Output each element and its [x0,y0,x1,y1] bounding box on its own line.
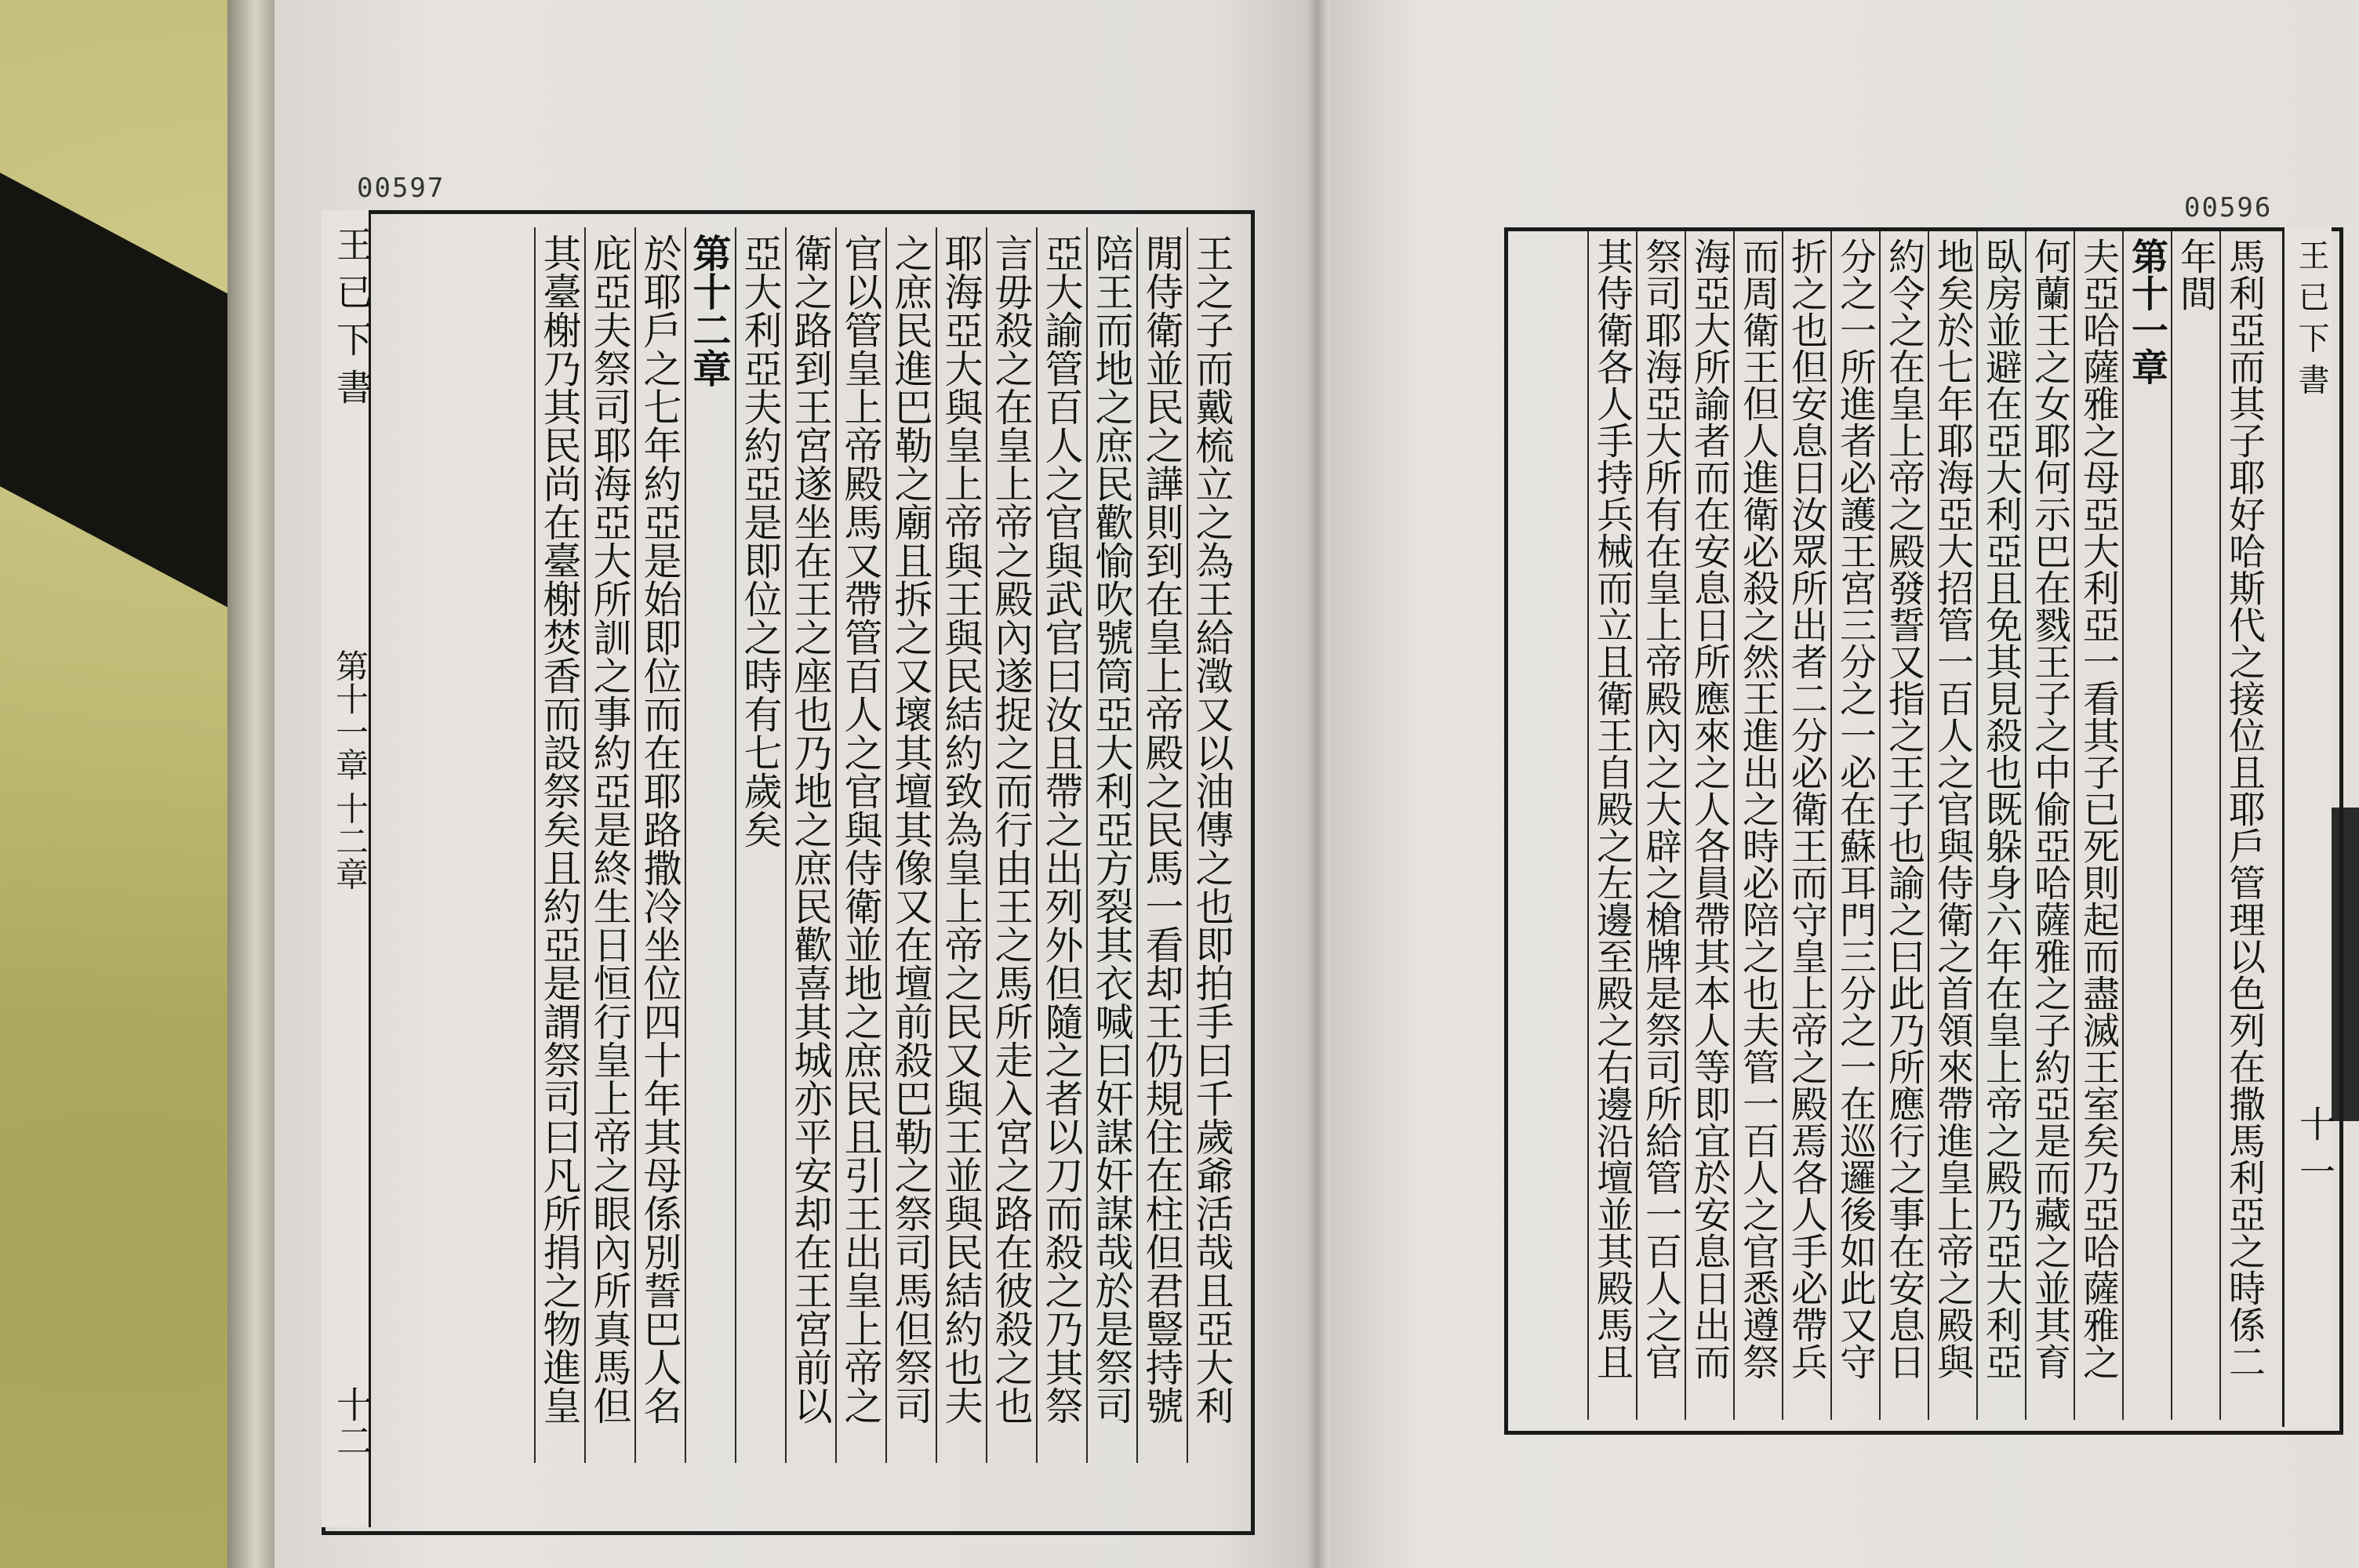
left-margin-title: 王 已 下 書 [331,226,373,405]
text-column: 官以管皇上帝殿馬又帶管百人之官與侍衛並地之庶民且引王出皇上帝之 [835,227,884,1463]
text-column: 何蘭王之女耶何示巴在戮王子之中偷亞哈薩雅之子約亞是而藏之並其育 [2025,231,2072,1420]
text-column: 地矣於七年耶海亞大招管一百人之官與侍衛之首領來帶進皇上帝之殿與 [1928,231,1975,1420]
text-column: 其侍衛各人手持兵械而立且衛王自殿之左邊至殿之右邊沿壇並其殿馬且 [1587,231,1634,1420]
text-column: 其臺榭乃其民尚在臺榭焚香而設祭矣且約亞是謂祭司曰凡所捐之物進皇 [534,227,583,1463]
text-column: 年間 [2171,231,2218,1420]
text-column: 祭司耶海亞大所有在皇上帝殿內之大辟之槍牌是祭司所給管一百人之官 [1636,231,1683,1420]
right-margin-page: 十 一 [2294,1105,2336,1189]
book-page-edges [227,0,274,1568]
text-column: 之庶民進巴勒之廟且拆之又壞其壇其像又在壇前殺巴勒之祭司馬但祭司 [885,227,934,1463]
text-column: 閒侍衛並民之譁則到在皇上帝殿之民馬一看却王仍規住在柱但君豎持號 [1136,227,1185,1463]
left-page-number: 00597 [357,172,445,204]
text-column: 馬利亞而其子耶好哈斯代之接位且耶戶管理以色列在撒馬利亞之時係二 [2219,231,2266,1420]
text-column: 庇亞夫祭司耶海亞大所訓之事約亞是終生日恒行皇上帝之眼內所真馬但 [584,227,633,1463]
text-column: 王之子而戴梳立之為王給澂又以油傳之也即拍手曰千歲爺活哉且亞大利 [1187,227,1235,1463]
text-column: 於耶戶之七年約亞是始即位而在耶路撒冷坐位四十年其母係別誓巴人名 [634,227,683,1463]
text-column: 言毋殺之在皇上帝之殿內遂捉之而行由王之馬所走入宮之路在彼殺之也 [986,227,1034,1463]
right-margin-title: 王 已 下 書 [2293,239,2329,395]
text-column: 陪王而地之庶民歡愉吹號筒亞大利亞方裂其衣喊曰奸謀奸謀哉於是祭司 [1086,227,1135,1463]
left-margin-chapter: 第十一章 十二章 [331,649,369,891]
text-column: 約令之在皇上帝之殿發誓又指之王子也諭之曰此乃所應行之事在安息日 [1879,231,1926,1420]
book-gutter [1306,0,1329,1568]
text-column: 亞大利亞夫約亞是即位之時有七歲矣 [735,227,783,1463]
chapter-heading: 第十一章 [2122,231,2169,1420]
text-column: 海亞大所諭者而在安息日所應來之人各員帶其本人等即宜於安息日出而 [1685,231,1732,1420]
text-column: 亞大諭管百人之官與武官曰汝且帶之出列外但隨之者以刀而殺之乃其祭 [1036,227,1085,1463]
text-column: 折之也但安息日汝眾所出者二分必衛王而守皇上帝之殿焉各人手必帶兵 [1782,231,1829,1420]
text-column: 而周衛王但人進衛必殺之然王進出之時必陪之也夫管一百人之官悉遵祭 [1733,231,1780,1420]
left-margin-strip [322,210,371,1527]
text-column: 臥房並避在亞大利亞且免其見殺也既躲身六年在皇上帝之殿乃亞大利亞 [1976,231,2023,1420]
text-column: 分之一所進者必護王宮三分之一必在蘇耳門三分之一在巡邏後如此又守 [1830,231,1877,1420]
right-margin-strip [2282,227,2336,1427]
right-page-number: 00596 [2184,192,2273,223]
text-column: 衛之路到王宮遂坐在王之座也乃地之庶民歡喜其城亦平安却在王宮前以 [785,227,834,1463]
chapter-heading: 第十二章 [685,227,733,1463]
text-column: 夫亞哈薩雅之母亞大利亞一看其子已死則起而盡滅王室矣乃亞哈薩雅之 [2074,231,2121,1420]
left-margin-page: 十二 [331,1386,373,1458]
text-column: 耶海亞大與皇上帝與王與民結約致為皇上帝之民又與王並與民結約也夫 [936,227,984,1463]
right-text-columns [1510,231,2266,1407]
left-text-columns [373,227,1235,1450]
